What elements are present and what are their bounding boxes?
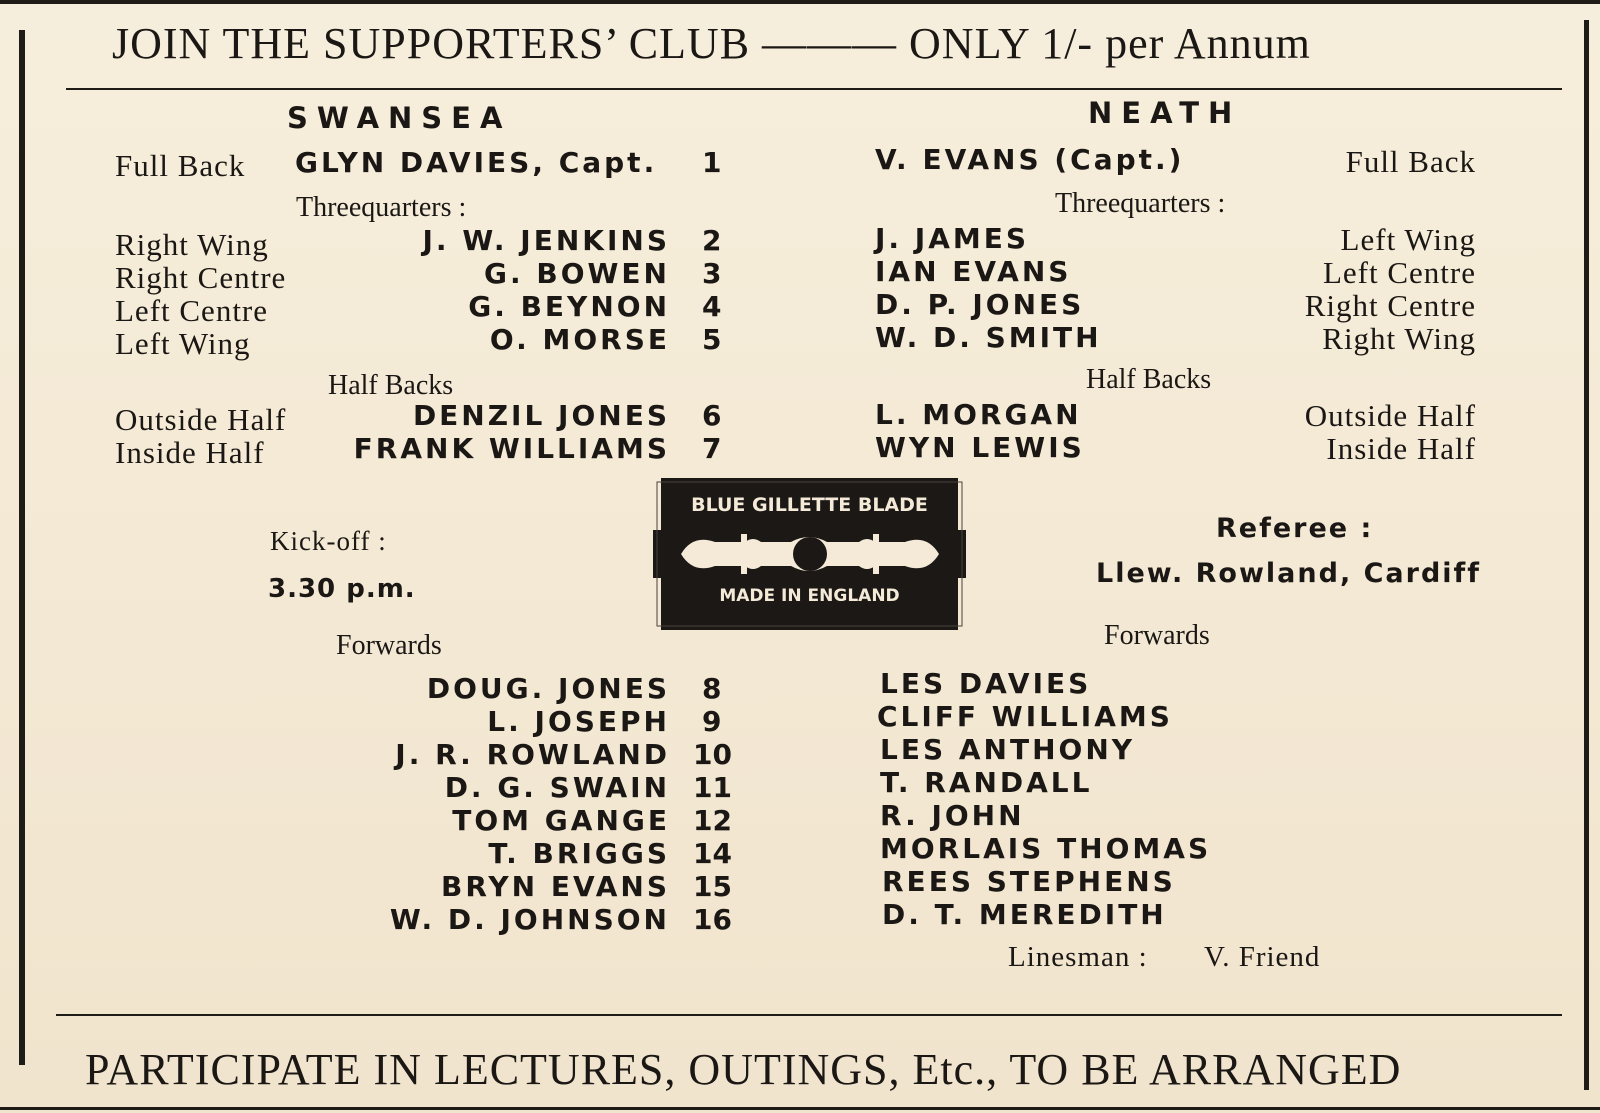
player-name: REES STEPHENS — [882, 865, 1176, 898]
player-name: J. R. ROWLAND — [395, 738, 670, 771]
shirt-number: 11 — [693, 771, 732, 804]
linesman-name: V. Friend — [1204, 941, 1321, 973]
player-name: T. BRIGGS — [488, 837, 670, 870]
shirt-number: 9 — [702, 705, 722, 738]
player-name: D. G. SWAIN — [444, 771, 670, 804]
shirt-number: 12 — [693, 804, 732, 837]
right-border-rule — [1584, 20, 1589, 1090]
position-label: Inside Half — [1326, 431, 1476, 466]
player-name: W. D. JOHNSON — [389, 903, 670, 936]
position-label: Right Wing — [1322, 321, 1476, 356]
player-name: G. BEYNON — [468, 290, 670, 323]
player-name: J. W. JENKINS — [422, 224, 670, 257]
player-name: D. P. JONES — [875, 288, 1085, 321]
player-name: WYN LEWIS — [875, 431, 1085, 464]
referee-name: Llew. Rowland, Cardiff — [1096, 558, 1482, 589]
shirt-number: 1 — [702, 146, 722, 179]
position-label: Right Wing — [115, 227, 269, 262]
player-name: LES ANTHONY — [880, 733, 1136, 766]
player-name: T. RANDALL — [880, 766, 1093, 799]
position-label: Left Centre — [1322, 255, 1476, 290]
shirt-number: 5 — [702, 323, 722, 356]
player-name: G. BOWEN — [484, 257, 670, 290]
shirt-number: 2 — [702, 224, 722, 257]
player-name: GLYN DAVIES, Capt. — [295, 146, 658, 179]
player-name: W. D. SMITH — [875, 321, 1102, 354]
position-label: Full Back — [1345, 144, 1476, 179]
lectures-outings-banner: PARTICIPATE IN LECTURES, OUTINGS, Etc., TO BE ARRANGED — [85, 1045, 1402, 1094]
player-name: DENZIL JONES — [412, 399, 670, 432]
player-name: R. JOHN — [880, 799, 1025, 832]
shirt-number: 14 — [693, 837, 732, 870]
shirt-number: 3 — [702, 257, 722, 290]
player-name: L. JOSEPH — [487, 705, 670, 738]
player-name: MORLAIS THOMAS — [880, 832, 1212, 865]
player-name: IAN EVANS — [875, 255, 1072, 288]
header-divider — [66, 88, 1562, 90]
advert-text-top: BLUE GILLETTE BLADE — [691, 494, 928, 516]
player-name: O. MORSE — [489, 323, 670, 356]
position-label: Full Back — [115, 148, 246, 183]
position-label: Outside Half — [1304, 398, 1476, 433]
player-name: LES DAVIES — [880, 667, 1092, 700]
section-heading: Forwards — [336, 630, 442, 661]
shirt-number: 6 — [702, 399, 722, 432]
team-heading-neath: NEATH — [1088, 96, 1242, 130]
position-label: Right Centre — [115, 260, 287, 295]
section-heading: Threequarters : — [1055, 188, 1226, 219]
position-label: Inside Half — [115, 435, 265, 470]
position-label: Outside Half — [115, 402, 287, 437]
section-heading: Threequarters : — [296, 192, 467, 223]
bottom-edge-rule — [0, 1107, 1600, 1110]
player-name: V. EVANS (Capt.) — [875, 143, 1185, 176]
player-name: FRANK WILLIAMS — [353, 432, 670, 465]
player-name: BRYN EVANS — [441, 870, 670, 903]
top-edge-rule — [0, 0, 1600, 4]
section-heading: Half Backs — [1086, 364, 1212, 395]
position-label: Left Centre — [115, 293, 269, 328]
footer-divider — [56, 1014, 1562, 1016]
advert-text-bottom: MADE IN ENGLAND — [719, 586, 900, 606]
kickoff-label: Kick-off : — [270, 526, 387, 556]
player-name: J. JAMES — [875, 222, 1030, 255]
gillette-blade-advert — [653, 478, 966, 630]
referee-label: Referee : — [1216, 513, 1374, 544]
player-name: L. MORGAN — [875, 398, 1082, 431]
left-border-rule — [19, 30, 25, 1065]
section-heading: Half Backs — [328, 370, 454, 401]
section-heading: Forwards — [1104, 620, 1210, 651]
team-heading-swansea: SWANSEA — [287, 101, 512, 135]
linesman-label: Linesman : — [1008, 941, 1148, 973]
player-name: CLIFF WILLIAMS — [877, 700, 1173, 733]
kickoff-time: 3.30 p.m. — [268, 574, 416, 604]
supporters-club-banner: JOIN THE SUPPORTERS’ CLUB ——— ONLY 1/- per Annum — [112, 19, 1311, 68]
position-label: Left Wing — [115, 326, 251, 361]
shirt-number: 15 — [693, 870, 732, 903]
shirt-number: 4 — [702, 290, 722, 323]
player-name: TOM GANGE — [452, 804, 670, 837]
shirt-number: 16 — [693, 903, 732, 936]
shirt-number: 10 — [693, 738, 732, 771]
player-name: DOUG. JONES — [426, 672, 670, 705]
player-name: D. T. MEREDITH — [882, 898, 1167, 931]
position-label: Left Wing — [1340, 222, 1476, 257]
shirt-number: 7 — [702, 432, 722, 465]
shirt-number: 8 — [702, 672, 722, 705]
position-label: Right Centre — [1304, 288, 1476, 323]
